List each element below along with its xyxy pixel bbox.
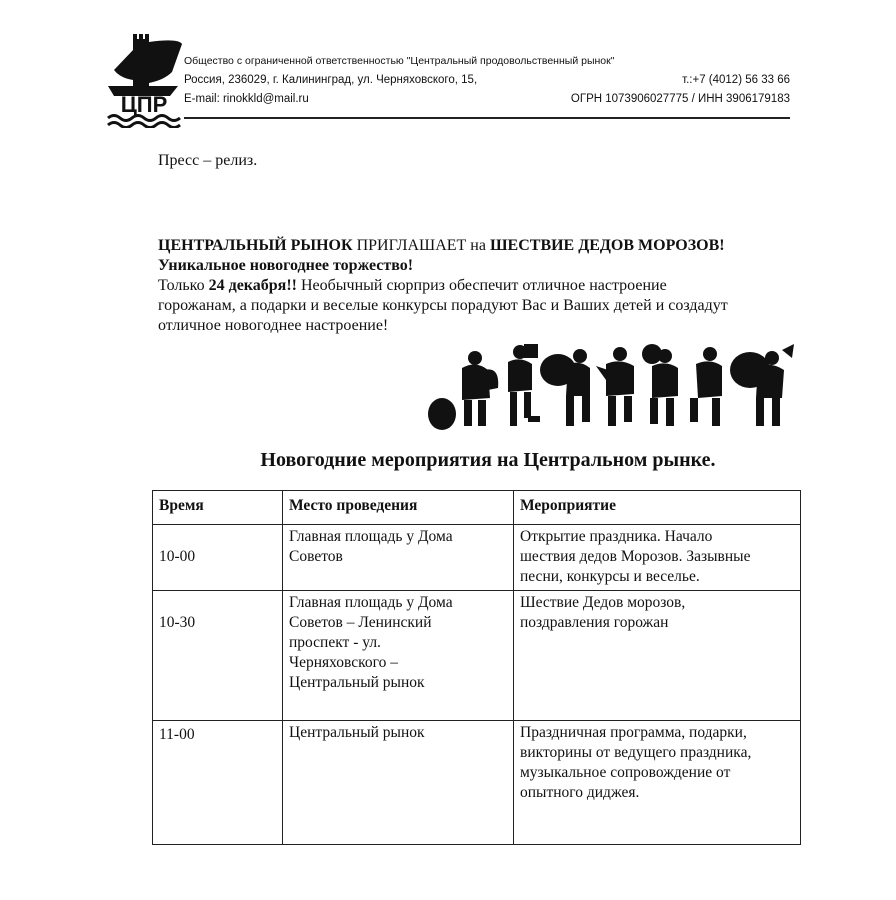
- cell-place: [283, 591, 514, 721]
- table-header-row: [153, 491, 801, 525]
- event-date: 24 декабря!!: [208, 277, 297, 294]
- cell-line: Открытие праздника. Начало: [520, 528, 713, 545]
- header-event: Мероприятие: [514, 491, 801, 525]
- cell-line: Советов – Ленинский: [289, 614, 432, 631]
- cell-line: музыкальное сопровождение от: [520, 764, 731, 781]
- phone: т.:+7 (4012) 56 33 66: [682, 74, 790, 86]
- registration-numbers: ОГРН 1073906027775 / ИНН 3906179183: [570, 93, 790, 105]
- cell-event: [514, 721, 801, 845]
- cell-line: Черняховского –: [289, 654, 398, 671]
- table-row: [153, 721, 801, 845]
- letterhead-divider: [184, 117, 790, 119]
- surprise-text: Необычный сюрприз обеспечит отличное настроение: [301, 277, 667, 294]
- cell-line: проспект - ул.: [289, 634, 381, 651]
- santa-parade-illustration: [420, 340, 800, 440]
- cell-line: шествия дедов Морозов. Зазывные: [520, 548, 751, 565]
- company-logo: [106, 28, 184, 128]
- cell-line: Главная площадь у Дома: [289, 528, 453, 545]
- letterhead: [106, 28, 790, 128]
- table-row: [153, 591, 801, 721]
- cell-time: 11-00: [153, 721, 283, 845]
- cell-time: [153, 591, 283, 721]
- address: Россия, 236029, г. Калининград, ул. Черняховского, 15,: [184, 74, 478, 86]
- market-name: ЦЕНТРАЛЬНЫЙ РЫНОК: [158, 237, 353, 254]
- cell-event: [514, 525, 801, 591]
- cell-line: Центральный рынок: [289, 724, 425, 741]
- schedule-title: Новогодние мероприятия на Центральном рынке.: [260, 449, 716, 471]
- cell-line: песни, конкурсы и веселье.: [520, 568, 700, 585]
- company-details: [184, 52, 790, 109]
- cell-line: поздравления горожан: [520, 614, 669, 631]
- press-release-label: Пресс – релиз.: [158, 152, 258, 169]
- parade-title: ШЕСТВИЕ ДЕДОВ МОРОЗОВ!: [489, 237, 725, 254]
- cell-line: опытного диджея.: [520, 784, 640, 801]
- cell-line: Главная площадь у Дома: [289, 594, 453, 611]
- cell-time: 10-00: [153, 525, 283, 591]
- intro-line-4: горожанам, а подарки и веселые конкурсы порадуют Вас и Ваших детей и создадут: [158, 297, 728, 314]
- table-row: [153, 525, 801, 591]
- cell-line: Центральный рынок: [289, 674, 425, 691]
- header-time: Время: [153, 491, 283, 525]
- cell-place: [283, 721, 514, 845]
- cell-line: Праздничная программа, подарки,: [520, 724, 747, 741]
- cell-line: Шествие Дедов морозов,: [520, 594, 686, 611]
- celebration-tagline: Уникальное новогоднее торжество!: [158, 257, 414, 274]
- cell-place: [283, 525, 514, 591]
- email: E-mail: rinokkld@mail.ru: [184, 93, 309, 105]
- header-place: Место проведения: [283, 491, 514, 525]
- cell-line: викторины от ведущего праздника,: [520, 744, 752, 761]
- time-value: 10-30: [159, 614, 196, 631]
- cell-line: Советов: [289, 548, 343, 565]
- cell-event: [514, 591, 801, 721]
- invites-text: ПРИГЛАШАЕТ на: [356, 237, 486, 254]
- date-prefix: Только: [158, 277, 205, 294]
- intro-line-5: отличное новогоднее настроение!: [158, 317, 389, 334]
- logo-text: ЦПР: [120, 92, 168, 117]
- schedule-table: [152, 490, 801, 845]
- intro-paragraph: [158, 236, 818, 336]
- org-name: Общество с ограниченной ответственностью "Центральный продовольственный рынок": [184, 55, 615, 67]
